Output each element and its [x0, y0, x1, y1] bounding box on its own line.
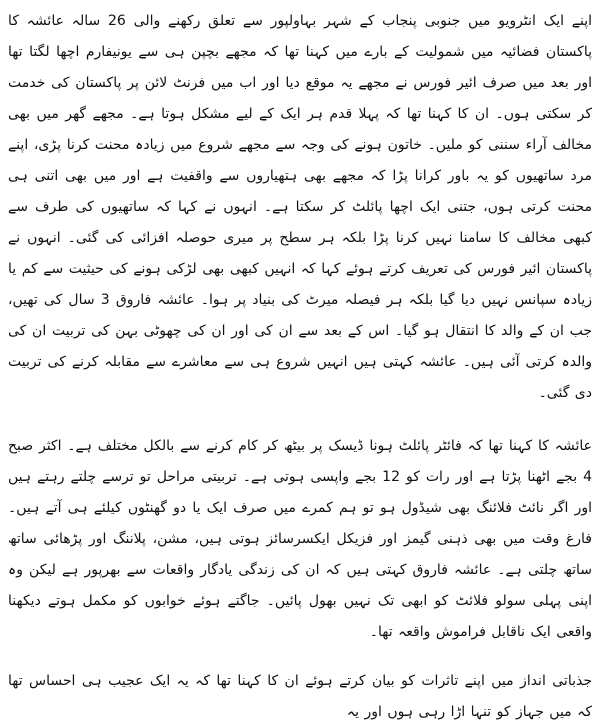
article-paragraph-3: جذباتی انداز میں اپنے تاثرات کو بیان کرتے ہوئے ان کا کہنا تھا کہ یہ ایک عجیب ہی احساس تھا کہ میں جہاز کو تنہا اڑا رہی ہوں اور یہ — [8, 673, 592, 720]
article-paragraph-1: اپنے ایک انٹرویو میں جنوبی پنجاب کے شہر بہاولپور سے تعلق رکھنے والی 26 سالہ عائشہ کا پاکستان فضائیہ میں شمولیت کے بارے میں کہنا تھا کہ مجھے بچپن ہی سے یونیفارم اچھا لگتا تھا اور بعد میں صرف ائیر فورس نے مجھے یہ موقع دیا اور اب میں فرنٹ لائن پر پاکستان کی خدمت کر سکتی ہوں۔ ان کا کہنا تھا کہ پہلا قدم ہر ایک کے لیے مشکل ہوتا ہے۔ مجھے گھر میں بھی مخالف آراء سننی کو ملیں۔ خاتون ہونے کی وجہ سے مجھے شروع میں زیادہ محنت کرنا پڑی، اپنے مرد ساتھیوں کو یہ باور کرانا پڑا کہ مجھے بھی ہتھیاروں سے واقفیت ہے اور میں بھی اتنی ہی محنت کرتی ہوں، جتنی ایک اچھا پائلٹ کر سکتا ہے۔ انہوں نے کہا کہ ساتھیوں کی طرف سے کبھی مخالف کا سامنا نہیں کرنا پڑا بلکہ ہر سطح پر میری حوصلہ افزائی کی گئی۔ انہوں نے پاکستان ائیر فورس کی تعریف کرتے ہوئے کہا کہ انہیں کبھی بھی لڑکی ہونے کی حیثیت سے کم یا زیادہ سپانس نہیں دیا گیا بلکہ ہر فیصلہ میرٹ کی بنیاد پر ہوا۔ عائشہ فاروق 3 سال کی تھیں، جب ان کے والد کا انتقال ہو گیا۔ اس کے بعد سے ان کی اور ان کی چھوٹی بہن کی تربیت ان کی والدہ کرتی آئی ہیں۔ عائشہ کہتی ہیں انہیں شروع ہی سے معاشرے سے مقابلہ کرنے کی تربیت دی گئی۔ — [8, 13, 592, 401]
article-paragraph-2: عائشہ کا کہنا تھا کہ فائٹر پائلٹ ہونا ڈیسک پر بیٹھ کر کام کرنے سے بالکل مختلف ہے۔ اکثر صبح 4 بجے اٹھنا پڑتا ہے اور رات کو 12 بجے واپسی ہوتی ہے۔ تربیتی مراحل تو ترسے چلتے رہتے ہیں اور اگر نائٹ فلائنگ بھی شیڈول ہو تو ہم کمرے میں صرف ایک یا دو گھنٹوں کیلئے ہی آتے ہیں۔ فارغ وقت میں بھی ذہنی گیمز اور فزیکل ایکسرسائز ہوتی ہیں، مشن، پلاننگ اور پڑھائی ساتھ ساتھ چلتی ہے۔ عائشہ فاروق کہتی ہیں کہ ان کی زندگی یادگار واقعات سے بھرپور ہے لیکن وہ اپنی پہلی سولو فلائٹ کو ابھی تک نہیں بھول پائیں۔ جاگتے ہوئے خوابوں کو مکمل ہوتے دیکھنا واقعی ایک ناقابل فراموش واقعہ تھا۔ — [8, 438, 592, 640]
